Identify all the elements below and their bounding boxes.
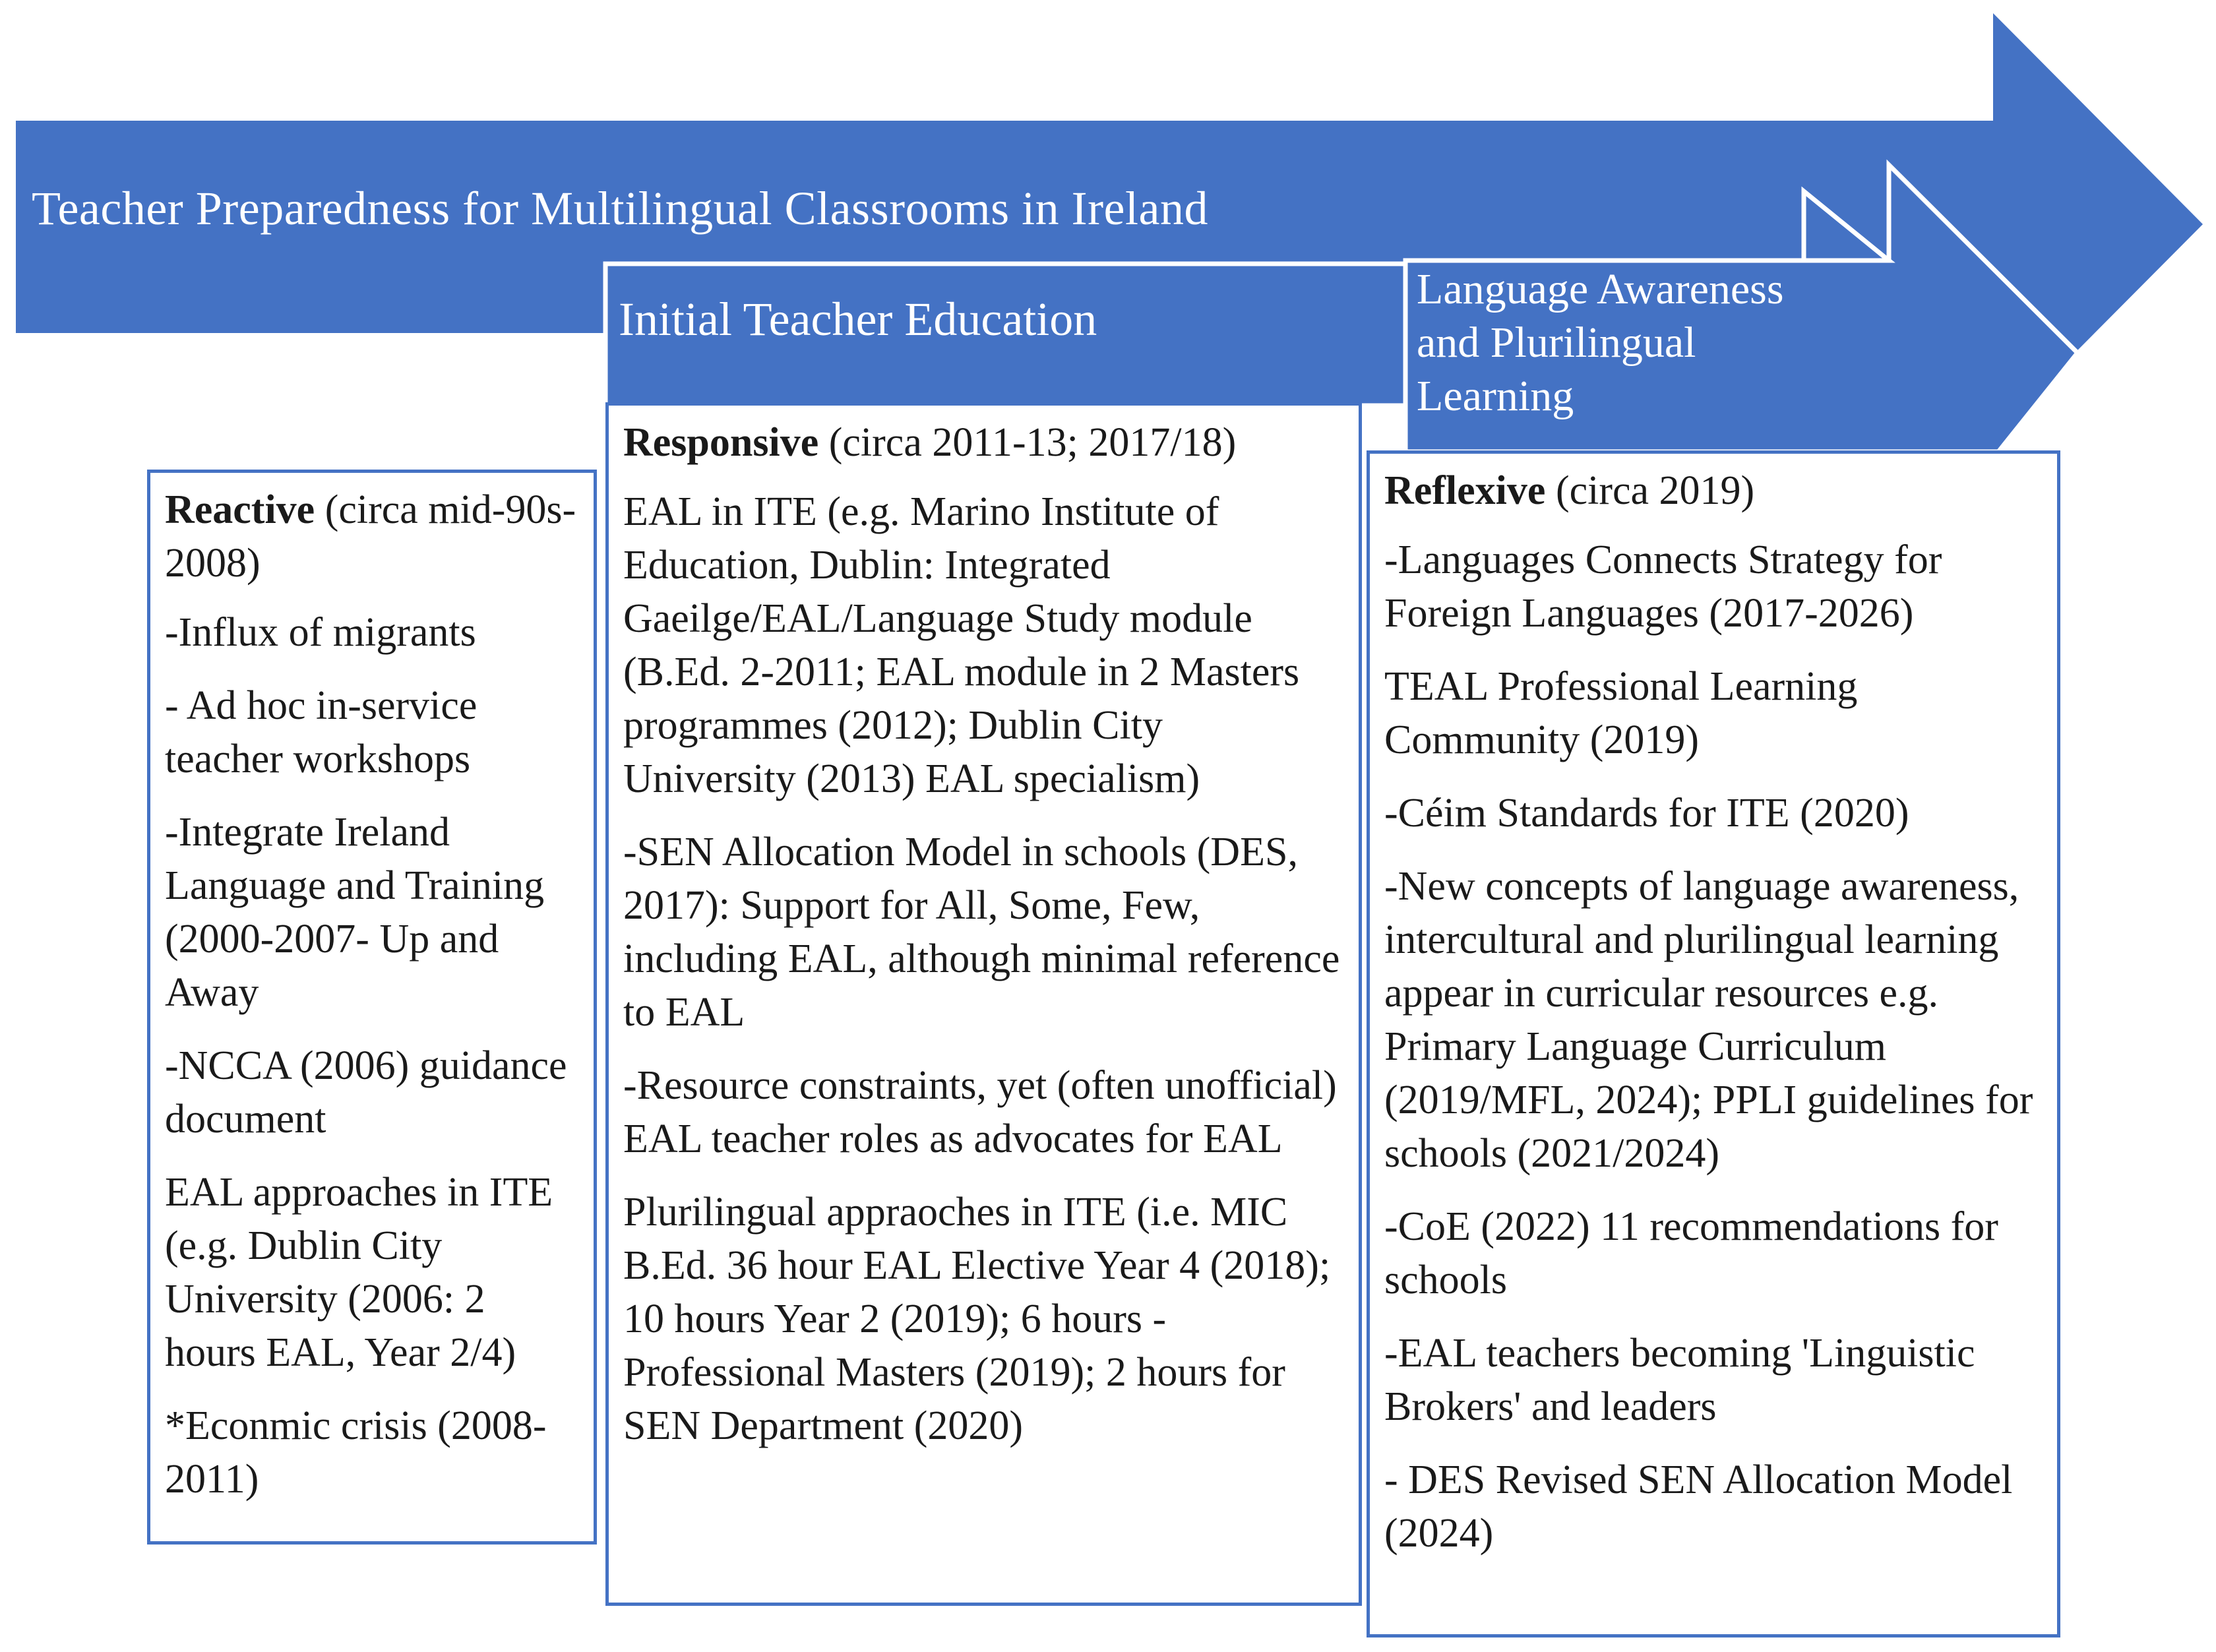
reactive-item: EAL approaches in ITE (e.g. Dublin City University (2006: 2 hours EAL, Year 2/4)	[165, 1170, 553, 1375]
language-label-line: Learning	[1417, 372, 1574, 420]
reflexive-item: TEAL Professional Learning Community (2019)	[1384, 664, 1858, 762]
language-label-line: Language Awareness	[1417, 265, 1784, 313]
responsive-panel	[605, 402, 1362, 1606]
reactive-heading: Reactive	[165, 487, 315, 532]
reflexive-item: -EAL teachers becoming 'Linguistic Brokers' and leaders	[1384, 1331, 1975, 1429]
reactive-panel	[147, 470, 597, 1545]
responsive-item: -SEN Allocation Model in schools (DES, 2017): Support for All, Some, Few, including EAL, although minimal reference to EAL	[623, 830, 1340, 1035]
reflexive-heading: Reflexive	[1384, 468, 1546, 513]
responsive-item: Plurilingual appraoches in ITE (i.e. MIC B.Ed. 36 hour EAL Elective Year 4 (2018); 10 hours Year 2 (2019); 6 hours - Professional Masters (2019); 2 hours for SEN Department (2020)	[623, 1190, 1331, 1448]
reflexive-item: - DES Revised SEN Allocation Model (2024)	[1384, 1457, 2013, 1556]
reactive-heading-line	[165, 483, 580, 590]
reactive-item: -Influx of migrants	[165, 610, 476, 655]
reflexive-item: -Céim Standards for ITE (2020)	[1384, 791, 1909, 836]
reactive-item: - Ad hoc in-service teacher workshops	[165, 683, 477, 781]
reflexive-item: -Languages Connects Strategy for Foreign Languages (2017-2026)	[1384, 537, 1942, 636]
reactive-period: (circa mid-90s-2008)	[165, 487, 576, 586]
language-label-line: and Plurilingual	[1417, 319, 1696, 367]
reflexive-item: -CoE (2022) 11 recommendations for schools	[1384, 1204, 1998, 1302]
responsive-item: EAL in ITE (e.g. Marino Institute of Education, Dublin: Integrated Gaeilge/EAL/Language Study module (B.Ed. 2-2011; EAL module in 2 Masters programmes (2012); Dublin City University (2013) EAL specialism)	[623, 489, 1300, 801]
responsive-item: -Resource constraints, yet (often unofficial) EAL teacher roles as advocates for EAL	[623, 1063, 1337, 1161]
responsive-heading-line	[623, 416, 1345, 470]
reflexive-item: -New concepts of language awareness, intercultural and plurilingual learning appear in curricular resources e.g. Primary Language Curriculum (2019/MFL, 2024); PPLI guidelines for schools (2021/2024)	[1384, 864, 2033, 1176]
reflexive-period: (circa 2019)	[1545, 468, 1755, 513]
responsive-period: (circa 2011-13; 2017/18)	[818, 420, 1237, 465]
reactive-item: -Integrate Ireland Language and Training (2000-2007- Up and Away	[165, 810, 545, 1015]
reactive-item: -NCCA (2006) guidance document	[165, 1043, 567, 1142]
reactive-item: *Econmic crisis (2008-2011)	[165, 1403, 547, 1502]
arrow-title: Teacher Preparedness for Multilingual Classrooms in Ireland	[32, 182, 1208, 235]
responsive-heading: Responsive	[623, 420, 819, 465]
ite-label: Initial Teacher Education	[619, 293, 1097, 346]
reflexive-panel	[1367, 450, 2060, 1637]
reflexive-heading-line	[1384, 464, 2044, 518]
language-label	[1417, 262, 1784, 423]
